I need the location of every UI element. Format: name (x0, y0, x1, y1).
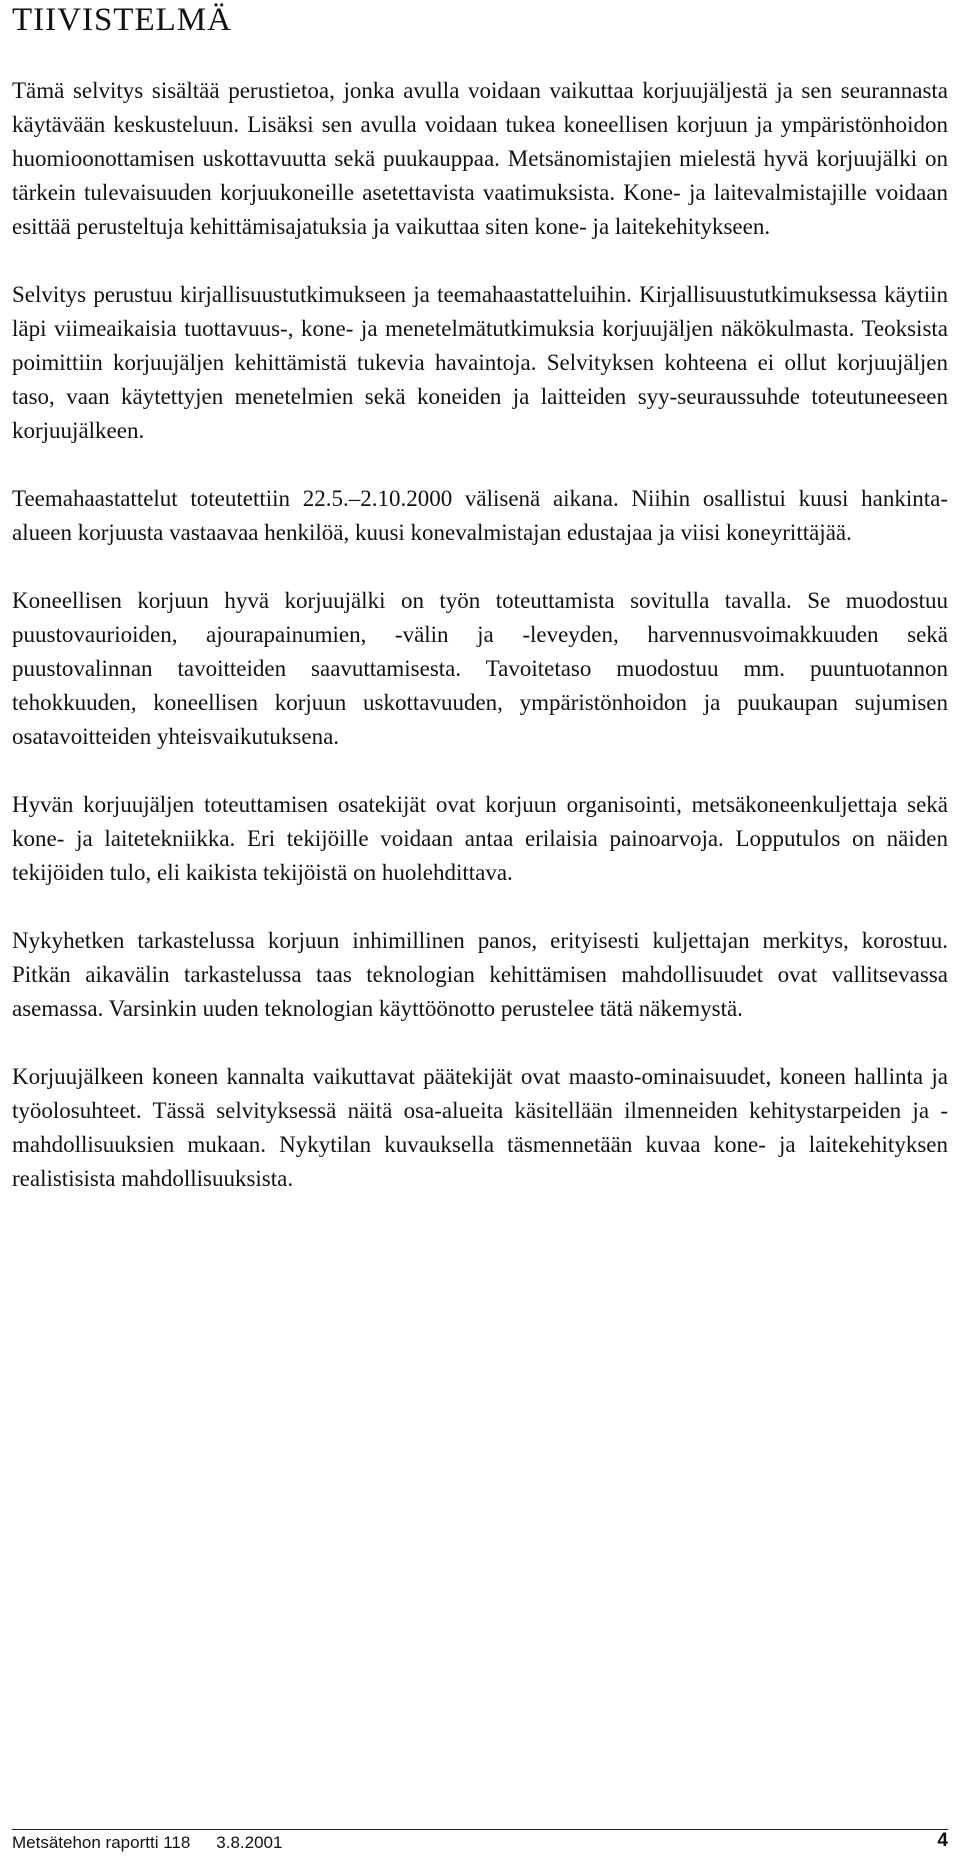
summary-body (12, 74, 948, 1230)
footer-date: 3.8.2001 (216, 1833, 283, 1852)
paragraph-7: Korjuujälkeen koneen kannalta vaikuttavat päätekijät ovat maasto-ominaisuudet, koneen hallinta ja työolosuhteet. Tässä selvityksessä näitä osa-alueita käsitellään ilmenneiden kehitystarpeiden ja -mahdollisuuksien mukaan. Nykytilan kuvauksella täsmennetään kuvaa kone- ja laitekehityksen realistisista mahdollisuuksista. (12, 1064, 948, 1191)
footer-info (12, 1833, 282, 1853)
paragraph-1: Tämä selvitys sisältää perustietoa, jonka avulla voidaan vaikuttaa korjuujäljestä ja sen seurannasta käytävään keskusteluun. Lisäksi sen avulla voidaan tukea koneellisen korjuun ja ympäristönhoidon huomioonottamisen uskottavuutta sekä puukauppaa. Metsänomistajien mielestä hyvä korjuujälki on tärkein tulevaisuuden korjuukoneille asetettavista vaatimuksista. Kone- ja laitevalmistajille voidaan esittää perusteltuja kehittämisajatuksia ja vaikuttaa siten kone- ja laitekehitykseen. (12, 78, 948, 239)
paragraph-6: Nykyhetken tarkastelussa korjuun inhimillinen panos, erityisesti kuljettajan merkitys, korostuu. Pitkän aikavälin tarkastelussa taas teknologian kehittämisen mahdollisuudet ovat vallitsevassa asemassa. Varsinkin uuden teknologian käyttöönotto perustelee tätä näkemystä. (12, 928, 948, 1021)
paragraph-3: Teemahaastattelut toteutettiin 22.5.–2.10.2000 välisenä aikana. Niihin osallistui kuusi hankinta-alueen korjuusta vastaavaa henkilöä, kuusi konevalmistajan edustajaa ja viisi koneyrittäjää. (12, 486, 948, 545)
paragraph-2: Selvitys perustuu kirjallisuustutkimukseen ja teemahaastatteluihin. Kirjallisuustutkimuksessa käytiin läpi viimeaikaisia tuottavuus-, kone- ja menetelmätutkimuksia korjuujäljen näkökulmasta. Teoksista poimittiin korjuujäljen kehittämistä tukevia havaintoja. Selvityksen kohteena ei ollut korjuujäljen taso, vaan käytettyjen menetelmien sekä koneiden ja laitteiden syy-seuraussuhde toteutuneeseen korjuujälkeen. (12, 282, 948, 443)
page-title: TIIVISTELMÄ (12, 2, 232, 38)
paragraph-5: Hyvän korjuujäljen toteuttamisen osatekijät ovat korjuun organisointi, metsäkoneenkuljettaja sekä kone- ja laitetekniikka. Eri tekijöille voidaan antaa erilaisia painoarvoja. Lopputulos on näiden tekijöiden tulo, eli kaikista tekijöistä on huolehdittava. (12, 792, 948, 885)
page-number: 4 (937, 1830, 948, 1851)
paragraph-4: Koneellisen korjuun hyvä korjuujälki on työn toteuttamista sovitulla tavalla. Se muodostuu puustovaurioiden, ajourapainumien, -välin ja -leveyden, harvennusvoimakkuuden sekä puustovalinnan tavoitteiden saavuttamisesta. Tavoitetaso muodostuu mm. puuntuotannon tehokkuuden, koneellisen korjuun uskottavuuden, ympäristönhoidon ja puukaupan sujumisen osatavoitteiden yhteisvaikutuksena. (12, 588, 948, 749)
footer-publication: Metsätehon raportti 118 (12, 1833, 191, 1852)
footer-divider (12, 1829, 948, 1830)
